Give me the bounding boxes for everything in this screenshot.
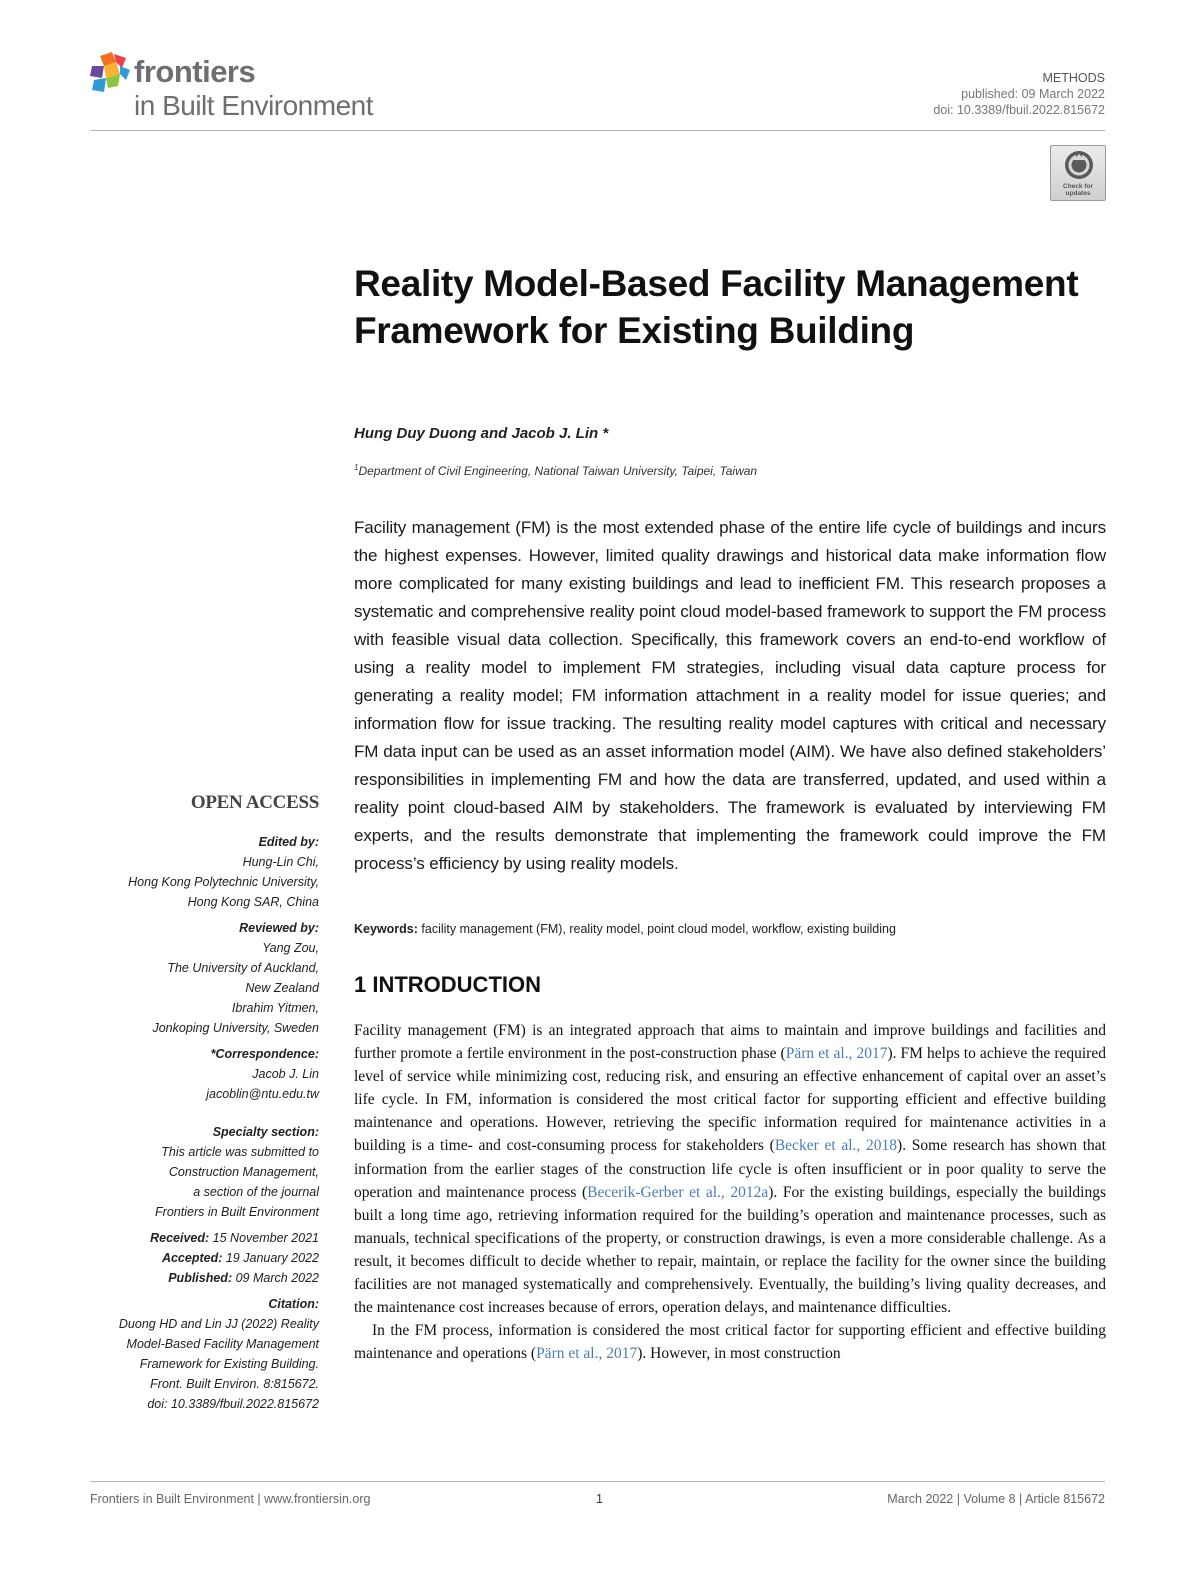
article-meta <box>933 70 1105 118</box>
specialty-line: Frontiers in Built Environment <box>155 1205 319 1219</box>
journal-logo[interactable] <box>90 50 430 130</box>
introduction-body <box>354 1019 1106 1365</box>
abstract: Facility management (FM) is the most extended phase of the entire life cycle of buildings and incurs the highest expenses. However, limited quality drawings and historical data make information flow more complicated for many existing buildings and lead to inefficient FM. This research proposes a systematic and comprehensive reality point cloud model-based framework to support the FM process with feasible visual data collection. Specifically, this framework covers an end-to-end workflow of using a reality model to implement FM strategies, including visual data capture process for generating a reality model; FM information attachment in a reality model for issue queries; and information flow for issue tracking. The resulting reality model captures with critical and necessary FM data input can be used as an asset information model (AIM). We have also defined stakeholders’ responsibilities in implementing FM and how the data are transferred, updated, and used within a reality point cloud-based AIM by stakeholders. The framework is evaluated by interviewing FM experts, and the results demonstrate that implementing the framework could improve the FM process’s efficiency by using reality models. <box>354 518 1106 873</box>
accepted-date <box>59 1248 319 1268</box>
specialty-line: This article was submitted to <box>161 1145 319 1159</box>
check-updates-icon <box>1051 146 1107 186</box>
journal-name: in Built Environment <box>134 90 374 121</box>
received-date <box>59 1228 319 1248</box>
citation-line: Front. Built Environ. 8:815672. <box>150 1377 319 1391</box>
citation-label: Citation: <box>268 1297 319 1311</box>
citation-line: Framework for Existing Building. <box>139 1357 319 1371</box>
check-for-updates-badge[interactable] <box>1050 145 1106 201</box>
author-list[interactable]: Hung Duy Duong and Jacob J. Lin * <box>354 425 609 442</box>
page-number: 1 <box>596 1492 603 1506</box>
editor-line: Hung-Lin Chi, <box>242 855 319 869</box>
reviewer-line: Yang Zou, <box>262 941 319 955</box>
specialty-info <box>59 1122 319 1222</box>
reviewed-by-label: Reviewed by: <box>239 921 319 935</box>
footer-journal-link[interactable]: Frontiers in Built Environment | www.frontiersin.org <box>90 1492 371 1506</box>
frontiers-logo-icon <box>90 52 132 100</box>
doi-link[interactable]: doi: 10.3389/fbuil.2022.815672 <box>933 103 1105 117</box>
citation-link[interactable]: Becker et al., 2018 <box>774 1137 898 1155</box>
reviewer-line: Jonkoping University, Sweden <box>152 1021 319 1035</box>
dates-info <box>59 1228 319 1288</box>
affiliation-marker: 1 <box>354 463 359 472</box>
received-label: Received: <box>150 1231 210 1245</box>
paragraph: Facility management (FM) is an integrated approach that aims to maintain and improve buildings and facilities and further promote a fertile environment in the post-construction phase (Pärn et al., 2017). FM helps to achieve the required level of service while minimizing cost, reducing risk, and ensuring an effective enhancement of capital over an asset’s life cycle. In FM, information is considered the most critical factor for supporting efficient and effective building maintenance and operations. However, retrieving the specific information required for maintenance activities in a building is a time- and cost-consuming process for stakeholders (Becker et al., 2018). Some research has shown that information from the earlier stages of the construction life cycle is often insufficient or in poor quality to serve the operation and maintenance process (Becerik-Gerber et al., 2012a). For the existing buildings, especially the buildings built a long time ago, retrieving information required for the building’s operation and maintenance processes, such as manuals, technical specifications of the property, or construction drawings, is even a more considerable challenge. As a result, it becomes difficult to decide whether to repair, maintain, or replace the facility for the owner since the building facilities are not managed systematically and comprehensively. Eventually, the building’s living quality decreases, and the maintenance cost increases because of errors, operation delays, and maintenance difficulties. <box>354 1022 1106 1317</box>
article-type: METHODS <box>1042 71 1105 85</box>
accepted-label: Accepted: <box>161 1251 223 1265</box>
article-title: Reality Model-Based Facility Management Framework for Existing Building <box>354 263 1079 351</box>
footer-volume-info: March 2022 | Volume 8 | Article 815672 <box>887 1492 1105 1506</box>
footer-divider <box>90 1481 1105 1482</box>
citation-link[interactable]: Pärn et al., 2017 <box>785 1045 888 1063</box>
keywords-list: facility management (FM), reality model, point cloud model, workflow, existing building <box>421 922 896 936</box>
section-heading: 1 INTRODUCTION <box>354 972 541 997</box>
citation-info <box>59 1294 319 1414</box>
specialty-line: Construction Management, <box>168 1165 319 1179</box>
accepted-value: 19 January 2022 <box>225 1251 319 1265</box>
citation-line: Duong HD and Lin JJ (2022) Reality <box>118 1317 319 1331</box>
published-value: 09 March 2022 <box>235 1271 319 1285</box>
published-date-sidebar <box>59 1268 319 1288</box>
editor-line: Hong Kong Polytechnic University, <box>128 875 319 889</box>
reviewer-line: The University of Auckland, <box>167 961 319 975</box>
specialty-line: a section of the journal <box>193 1185 319 1199</box>
citation-link[interactable]: Pärn et al., 2017 <box>536 1345 638 1363</box>
reviewer-info <box>59 918 319 1038</box>
citation-doi[interactable]: doi: 10.3389/fbuil.2022.815672 <box>147 1397 319 1411</box>
reviewer-line: Ibrahim Yitmen, <box>231 1001 319 1015</box>
affiliation-text: Department of Civil Engineering, National Taiwan University, Taipei, Taiwan <box>358 464 758 478</box>
editor-info <box>59 832 319 912</box>
edited-by-label: Edited by: <box>258 835 319 849</box>
keywords <box>354 922 1114 936</box>
correspondence-label: *Correspondence: <box>210 1047 319 1061</box>
published-label: Published: <box>168 1271 233 1285</box>
published-date: published: 09 March 2022 <box>961 87 1105 101</box>
brand-name: frontiers <box>134 54 256 89</box>
paragraph: In the FM process, information is considered the most critical factor for supporting efficient and effective building maintenance and operations (Pärn et al., 2017). However, in most construction <box>354 1322 1106 1363</box>
editor-line: Hong Kong SAR, China <box>187 895 319 909</box>
received-value: 15 November 2021 <box>212 1231 319 1245</box>
specialty-label: Specialty section: <box>212 1125 319 1139</box>
keywords-label: Keywords: <box>354 922 418 936</box>
citation-link[interactable]: Becerik-Gerber et al., 2012a <box>587 1183 769 1201</box>
correspondence-email[interactable]: jacoblin@ntu.edu.tw <box>206 1087 319 1101</box>
open-access-label[interactable]: OPEN ACCESS <box>190 792 319 813</box>
correspondence-info <box>59 1044 319 1104</box>
badge-label: Check for updates <box>1063 183 1093 197</box>
article-info-sidebar <box>59 790 319 1420</box>
affiliation <box>354 463 757 478</box>
citation-line: Model-Based Facility Management <box>126 1337 319 1351</box>
correspondence-name: Jacob J. Lin <box>252 1067 319 1081</box>
header-divider <box>90 130 1105 131</box>
reviewer-line: New Zealand <box>245 981 319 995</box>
